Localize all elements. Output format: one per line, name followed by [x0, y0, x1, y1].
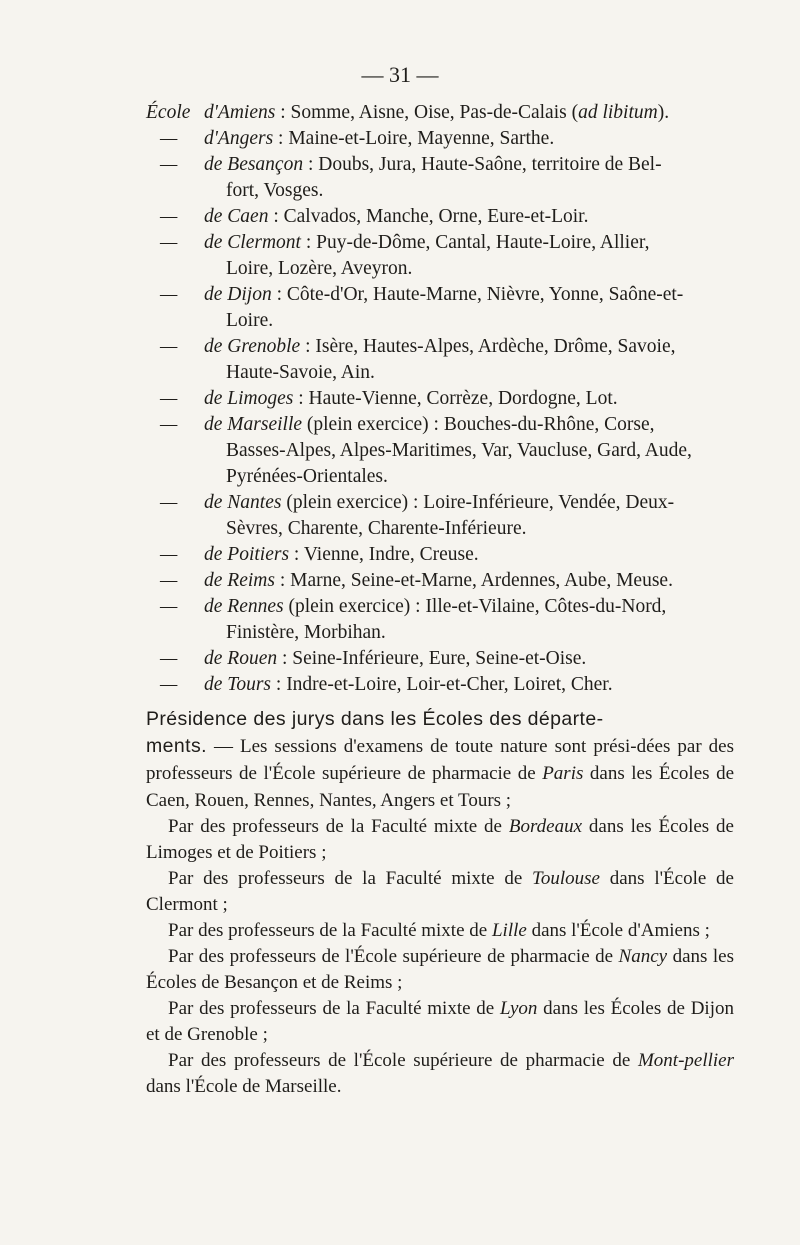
entry-sep: : [300, 232, 317, 253]
entry-line2: fort, Vosges. [226, 180, 324, 201]
presidence-paragraph [146, 814, 734, 866]
entry-body [204, 568, 736, 594]
entry-text: Seine-Inférieure, Eure, Seine-et-Oise. [292, 648, 587, 669]
entry-lead: — [160, 206, 178, 227]
para-before: Par des professeurs de la Faculté mixte de [168, 868, 533, 889]
para-after: dans les Écoles de Limoges et de Poitiers ; [146, 816, 734, 863]
intro-text: — Les sessions d'examens de toute nature sont prési-dées par des professeurs de l'École supérieure de pharmacie de [146, 736, 734, 784]
para-after: dans l'École de Clermont ; [146, 868, 734, 915]
entry-body [204, 282, 736, 334]
entry-end: ). [657, 102, 670, 123]
entry-body [204, 490, 736, 542]
entry-body [204, 204, 736, 230]
school-entry [146, 542, 736, 568]
entry-text: Indre-et-Loire, Loir-et-Cher, Loiret, Cher. [286, 674, 613, 695]
entry-lead: — [160, 492, 178, 513]
school-name: de Reims [204, 570, 275, 591]
entry-line2: Loire, Lozère, Aveyron. [226, 258, 413, 279]
school-entry [146, 334, 736, 386]
school-name: de Dijon [204, 284, 272, 305]
school-entry [146, 204, 736, 230]
school-name: de Caen [204, 206, 269, 227]
entry-body [204, 412, 736, 490]
school-name: de Besançon [204, 154, 304, 175]
presidence-section [146, 706, 734, 1100]
entry-lead: — [160, 388, 178, 409]
school-entry [146, 126, 736, 152]
entry-body [204, 230, 736, 282]
school-name: de Limoges [204, 388, 294, 409]
school-name: de Grenoble [204, 336, 301, 357]
para-after: dans l'École de Marseille. [146, 1076, 342, 1097]
para-italic: Bordeaux [508, 816, 583, 837]
school-entry [146, 152, 736, 204]
entry-line2: Loire. [226, 310, 274, 331]
presidence-paragraph [146, 866, 734, 918]
para-italic: Nancy [618, 946, 668, 967]
school-name: de Rennes [204, 596, 284, 617]
school-name: de Nantes [204, 492, 282, 513]
para-italic: Toulouse [532, 868, 600, 889]
intro-italic: Paris [542, 763, 584, 784]
presidence-paragraph [146, 944, 734, 996]
entry-sep: : [271, 284, 287, 305]
school-name: de Marseille [204, 414, 303, 435]
entry-text: Somme, Aisne, Oise, Pas-de-Calais ( [290, 102, 579, 123]
para-before: Par des professeurs de la Faculté mixte de [168, 998, 500, 1019]
school-name: d'Angers [204, 128, 274, 149]
school-entry [146, 490, 736, 542]
school-entry [146, 594, 736, 646]
para-before: Par des professeurs de l'École supérieure de pharmacie de [168, 946, 619, 967]
para-before: Par des professeurs de l'École supérieure de pharmacie de [168, 1050, 638, 1071]
entry-text: Vienne, Indre, Creuse. [303, 544, 479, 565]
para-italic: Lille [491, 920, 527, 941]
entry-text: Bouches-du-Rhône, Corse, [443, 414, 655, 435]
entry-body [204, 334, 736, 386]
entry-sep: : [268, 206, 284, 227]
entry-lead: — [160, 284, 178, 305]
school-name: de Rouen [204, 648, 278, 669]
entry-sep: (plein exercice) : [283, 596, 426, 617]
para-italic: Mont-pellier [637, 1050, 734, 1071]
entry-text: Ille-et-Vilaine, Côtes-du-Nord, [425, 596, 667, 617]
school-entry [146, 568, 736, 594]
school-entry [146, 282, 736, 334]
entry-sep: : [271, 674, 287, 695]
entry-lead: — [160, 544, 178, 565]
section-heading-part2: ments. [146, 735, 207, 757]
entry-line2: Sèvres, Charente, Charente-Inférieure. [226, 518, 527, 539]
entry-lead: — [160, 232, 178, 253]
entry-text: Côte-d'Or, Haute-Marne, Nièvre, Yonne, Saône-et- [286, 284, 684, 305]
school-entry [146, 672, 736, 698]
school-entry [146, 100, 736, 126]
school-name: de Clermont [204, 232, 301, 253]
entry-sep: : [289, 544, 304, 565]
entry-italic: ad libitum [578, 102, 658, 123]
entry-sep: : [303, 154, 319, 175]
presidence-paragraph [146, 918, 734, 944]
entry-body [204, 100, 736, 126]
entry-lead: — [160, 570, 178, 591]
entry-sep: : [277, 648, 293, 669]
entry-sep: : [300, 336, 316, 357]
entry-sep: : [275, 102, 291, 123]
entry-lead: — [160, 648, 178, 669]
entry-text: Haute-Vienne, Corrèze, Dordogne, Lot. [308, 388, 618, 409]
entry-body [204, 152, 736, 204]
para-before: Par des professeurs de la Faculté mixte de [168, 816, 509, 837]
para-after: dans l'École d'Amiens ; [526, 920, 710, 941]
para-italic: Lyon [499, 998, 538, 1019]
entry-body [204, 646, 736, 672]
school-name: de Tours [204, 674, 272, 695]
school-entry [146, 646, 736, 672]
school-name: d'Amiens [204, 102, 276, 123]
section-heading-part1: Présidence des jurys dans les Écoles des départe- [146, 708, 604, 730]
entry-sep: : [274, 570, 291, 591]
entry-text: Loire-Inférieure, Vendée, Deux- [423, 492, 675, 513]
entry-body [204, 386, 736, 412]
entry-body [204, 542, 736, 568]
page-number: — 31 — [361, 62, 439, 87]
entry-text: Maine-et-Loire, Mayenne, Sarthe. [288, 128, 555, 149]
school-list [146, 100, 736, 698]
entry-line2: Finistère, Morbihan. [226, 622, 386, 643]
entry-body [204, 594, 736, 646]
para-after: dans les Écoles de Besançon et de Reims ; [146, 946, 734, 993]
entry-lead: — [160, 414, 178, 435]
entry-lead: — [160, 596, 178, 617]
entry-sep: : [293, 388, 309, 409]
presidence-intro [146, 706, 734, 814]
entry-line2: Haute-Savoie, Ain. [226, 362, 375, 383]
entry-text: Isère, Hautes-Alpes, Ardèche, Drôme, Savoie, [315, 336, 676, 357]
entry-body [204, 126, 736, 152]
entry-lead: — [160, 154, 178, 175]
entry-sep: (plein exercice) : [302, 414, 444, 435]
entry-text: Marne, Seine-et-Marne, Ardennes, Aube, Meuse. [290, 570, 673, 591]
entry-line3: Pyrénées-Orientales. [226, 466, 388, 487]
entry-text: Puy-de-Dôme, Cantal, Haute-Loire, Allier, [316, 232, 650, 253]
para-after: dans les Écoles de Dijon et de Grenoble ; [146, 998, 734, 1045]
entry-sep: (plein exercice) : [281, 492, 424, 513]
para-before: Par des professeurs de la Faculté mixte de [168, 920, 492, 941]
school-entry [146, 412, 736, 490]
intro-end: dans les Écoles de Caen, Rouen, Rennes, Nantes, Angers et Tours ; [146, 763, 734, 811]
entry-lead: — [160, 336, 178, 357]
school-name: de Poitiers [204, 544, 290, 565]
presidence-paragraph [146, 1048, 734, 1100]
school-entry [146, 230, 736, 282]
entry-body [204, 672, 736, 698]
entry-text: Doubs, Jura, Haute-Saône, territoire de Bel- [318, 154, 662, 175]
entry-lead: École [146, 102, 191, 123]
entry-sep: : [273, 128, 289, 149]
presidence-paragraph [146, 996, 734, 1048]
school-entry [146, 386, 736, 412]
entry-lead: — [160, 674, 178, 695]
entry-text: Calvados, Manche, Orne, Eure-et-Loir. [283, 206, 589, 227]
entry-line2: Basses-Alpes, Alpes-Maritimes, Var, Vaucluse, Gard, Aude, [226, 440, 692, 461]
entry-lead: — [160, 128, 178, 149]
